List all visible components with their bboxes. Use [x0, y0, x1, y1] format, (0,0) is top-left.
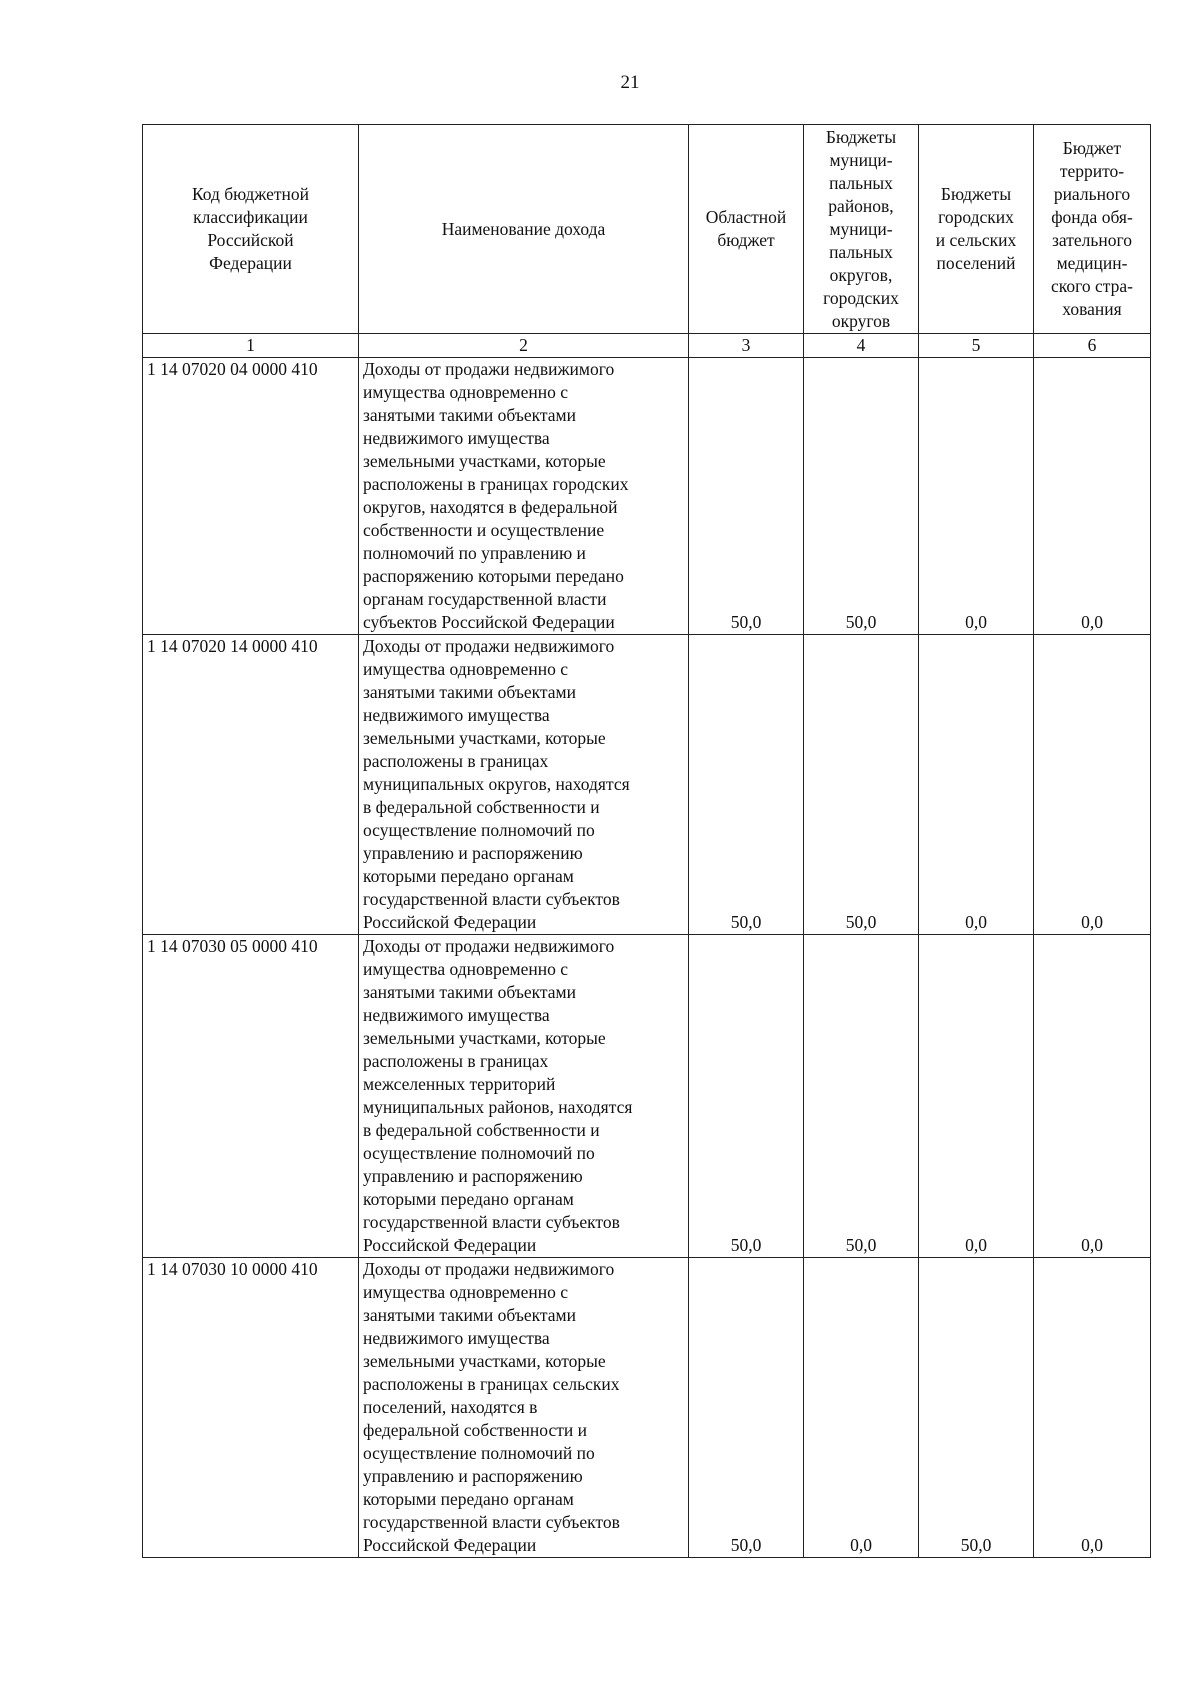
insurance-fund-value: 0,0 [1034, 635, 1151, 935]
income-name-line: Российской Федерации [363, 912, 537, 932]
income-name-line: округов, находятся в федеральной [363, 497, 618, 517]
income-name-line: Доходы от продажи недвижимого [363, 636, 615, 656]
income-name-line: Доходы от продажи недвижимого [363, 1259, 615, 1279]
income-name-line: которыми передано органам [363, 1189, 574, 1209]
header-insurance-fund [1034, 125, 1151, 334]
income-name-line: государственной власти субъектов [363, 1212, 620, 1232]
municipal-budgets-value: 50,0 [804, 358, 919, 635]
municipal-budgets-value: 0,0 [804, 1258, 919, 1558]
header-regional-budget [689, 125, 804, 334]
budget-code-cell: 1 14 07020 14 0000 410 [143, 635, 359, 935]
income-name-cell [359, 358, 689, 635]
insurance-fund-value: 0,0 [1034, 358, 1151, 635]
header-text-line: Российской [207, 230, 294, 250]
header-text-line: зательного [1052, 230, 1132, 250]
header-code [143, 125, 359, 334]
header-text-line: медицин- [1056, 253, 1128, 273]
income-name-line: распоряжению которыми передано [363, 566, 624, 586]
income-name-line: имущества одновременно с [363, 382, 568, 402]
column-number: 5 [919, 334, 1034, 358]
table-row [143, 935, 1151, 1258]
column-number: 1 [143, 334, 359, 358]
income-name-line: расположены в границах [363, 751, 549, 771]
income-name-line: органам государственной власти [363, 589, 607, 609]
income-name-line: межселенных территорий [363, 1074, 556, 1094]
income-name-line: осуществление полномочий по [363, 1443, 595, 1463]
income-name-line: имущества одновременно с [363, 659, 568, 679]
income-name-line: земельными участками, которые [363, 451, 606, 471]
header-text-line: Наименование дохода [441, 218, 606, 239]
income-name-line: Российской Федерации [363, 1235, 537, 1255]
income-name-cell [359, 935, 689, 1258]
income-name-line: которыми передано органам [363, 1489, 574, 1509]
income-name-cell [359, 1258, 689, 1558]
income-name-line: недвижимого имущества [363, 1005, 550, 1025]
header-text-line: городских [938, 207, 1014, 227]
table-body [143, 358, 1151, 1558]
table-row [143, 1258, 1151, 1558]
income-name-line: расположены в границах [363, 1051, 549, 1071]
budget-code-cell: 1 14 07030 05 0000 410 [143, 935, 359, 1258]
header-row [143, 125, 1151, 334]
column-number-row [143, 334, 1151, 358]
income-name-line: Доходы от продажи недвижимого [363, 359, 615, 379]
header-text-line: муници- [829, 149, 893, 170]
income-name-line: федеральной собственности и [363, 1420, 587, 1440]
budget-code-cell: 1 14 07030 10 0000 410 [143, 1258, 359, 1558]
income-name-line: земельными участками, которые [363, 1028, 606, 1048]
income-name-line: недвижимого имущества [363, 705, 550, 725]
income-name-line: муниципальных районов, находятся [363, 1097, 633, 1117]
header-text-line: Код бюджетной [191, 184, 310, 204]
budget-table [142, 124, 1151, 1558]
income-name-line: управлению и распоряжению [363, 1466, 583, 1486]
income-name-line: занятыми такими объектами [363, 982, 576, 1002]
header-text-line: фонда обя- [1051, 207, 1133, 227]
settlement-budgets-value: 50,0 [919, 1258, 1034, 1558]
income-name-line: управлению и распоряжению [363, 843, 583, 863]
income-name-line: имущества одновременно с [363, 1282, 568, 1302]
income-name-line: занятыми такими объектами [363, 1305, 576, 1325]
header-text-line: пальных [829, 172, 893, 193]
insurance-fund-value: 0,0 [1034, 935, 1151, 1258]
income-name-line: имущества одновременно с [363, 959, 568, 979]
column-number: 4 [804, 334, 919, 358]
header-text-line: террито- [1059, 161, 1125, 181]
budget-code-cell: 1 14 07020 04 0000 410 [143, 358, 359, 635]
header-text-line: муници- [829, 218, 893, 239]
header-text-line: бюджет [717, 230, 775, 250]
column-number: 6 [1034, 334, 1151, 358]
table-row [143, 635, 1151, 935]
income-name-line: управлению и распоряжению [363, 1166, 583, 1186]
column-number: 2 [359, 334, 689, 358]
header-text-line: округов [831, 310, 891, 331]
column-number: 3 [689, 334, 804, 358]
income-name-line: земельными участками, которые [363, 1351, 606, 1371]
municipal-budgets-value: 50,0 [804, 635, 919, 935]
header-text-line: районов, [828, 195, 894, 216]
income-name-line: занятыми такими объектами [363, 682, 576, 702]
regional-budget-value: 50,0 [689, 1258, 804, 1558]
settlement-budgets-value: 0,0 [919, 635, 1034, 935]
header-text-line: хования [1062, 299, 1122, 319]
header-text-line: ского стра- [1051, 276, 1133, 296]
header-text-line: Бюджеты [825, 126, 897, 147]
income-name-line: полномочий по управлению и [363, 543, 586, 563]
income-name-cell [359, 635, 689, 935]
header-settlement-budgets [919, 125, 1034, 334]
income-name-line: недвижимого имущества [363, 1328, 550, 1348]
income-name-line: государственной власти субъектов [363, 1512, 620, 1532]
header-name [359, 125, 689, 334]
income-name-line: собственности и осуществление [363, 520, 605, 540]
page-number: 21 [620, 72, 640, 93]
header-text-line: Областной [705, 207, 787, 227]
header-text-line: и сельских [935, 230, 1017, 250]
regional-budget-value: 50,0 [689, 635, 804, 935]
table-row [143, 358, 1151, 635]
income-name-line: расположены в границах городских [363, 474, 629, 494]
regional-budget-value: 50,0 [689, 358, 804, 635]
income-name-line: государственной власти субъектов [363, 889, 620, 909]
income-name-line: земельными участками, которые [363, 728, 606, 748]
income-name-line: расположены в границах сельских [363, 1374, 620, 1394]
settlement-budgets-value: 0,0 [919, 358, 1034, 635]
income-name-line: поселений, находятся в [363, 1397, 538, 1417]
municipal-budgets-value: 50,0 [804, 935, 919, 1258]
header-text-line: поселений [936, 253, 1016, 273]
header-text-line: округов, [829, 264, 893, 285]
header-text-line: классификации [193, 207, 308, 227]
header-municipal-budgets [804, 125, 919, 334]
income-name-line: недвижимого имущества [363, 428, 550, 448]
header-text-line: Бюджеты [940, 184, 1012, 204]
settlement-budgets-value: 0,0 [919, 935, 1034, 1258]
income-name-line: в федеральной собственности и [363, 1120, 600, 1140]
header-text-line: пальных [829, 241, 893, 262]
regional-budget-value: 50,0 [689, 935, 804, 1258]
header-text-line: Бюджет [1062, 138, 1122, 158]
income-name-line: субъектов Российской Федерации [363, 612, 615, 632]
income-name-line: в федеральной собственности и [363, 797, 600, 817]
insurance-fund-value: 0,0 [1034, 1258, 1151, 1558]
income-name-line: Российской Федерации [363, 1535, 537, 1555]
income-name-line: которыми передано органам [363, 866, 574, 886]
income-name-line: осуществление полномочий по [363, 820, 595, 840]
income-name-line: Доходы от продажи недвижимого [363, 936, 615, 956]
income-name-line: муниципальных округов, находятся [363, 774, 630, 794]
header-text-line: риального [1053, 184, 1131, 204]
header-text-line: Федерации [209, 253, 292, 273]
income-name-line: занятыми такими объектами [363, 405, 576, 425]
income-name-line: осуществление полномочий по [363, 1143, 595, 1163]
header-text-line: городских [823, 287, 899, 308]
